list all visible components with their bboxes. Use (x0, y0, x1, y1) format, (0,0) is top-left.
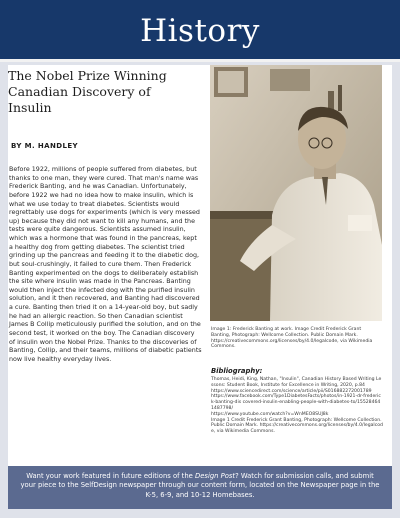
section-header (0, 0, 400, 62)
photo-shelf-frame-inner (218, 71, 244, 93)
photo-caption: Image 1: Frederick Banting at work. Image Credit Frederick Grant Banting, Photograph: Wellcome Collection. Public Domain Mark. https://creativecommons.org/licenses/by/4.0/legalcode, via Wikimedia Commons. (211, 327, 373, 350)
article-byline: BY M. HANDLEY (11, 142, 78, 150)
photo-paper (348, 215, 372, 231)
footer-text-after: ? Watch for submission calls, and submit your piece to the SelfDesign newspaper through our content form, located on the Newspaper page in the K-5, 6-9, and 10-12 Homebases. (20, 472, 380, 499)
submission-footer (8, 466, 392, 509)
banting-photo (210, 65, 382, 321)
bibliography-entry[interactable]: https://www.youtube.com/watch?v=WnMEO8SUJ8k (211, 411, 329, 417)
bibliography-heading: Bibliography: (211, 367, 263, 375)
bibliography-entry[interactable]: https://www.facebook.com/Type1DiabetesFacts/photos/in-1921-dr-frederick-banting-dis covered-insulin-enabling-people-with-diabetes-to/155284641487798/ (211, 394, 381, 411)
section-title: History (140, 13, 260, 49)
photo-window-frame (270, 69, 310, 91)
photo-beaker-2 (338, 85, 342, 111)
bibliography-list (211, 377, 383, 435)
photo-bench-top (210, 211, 282, 219)
footer-publication-name: Design Post (195, 472, 236, 480)
footer-text-before: Want your work featured in future editions of the (26, 472, 195, 480)
bibliography-entry: Image 1 Credit Frederick Grant Banting, Photograph: Wellcome Collection. Public Domain Mark. https://creativecommons.org/licenses/by/4.0/legalcode, via Wikimedia Commons. (211, 417, 383, 435)
article-body: Before 1922, millions of people suffered from diabetes, but thanks to one man, they were cured. That man's name was Frederick Banting, and he was Canadian. Unfortunately, before 1922 we had no idea how to make insulin, which is what we use today to treat diabetes. Scientists would regrettably use dogs for experiments (which is very messed up) because they did not want to kill any humans, and the tests were quite dangerous. Scientists assumed insulin, which was a hormone that was found in the pancreas, kept a healthy dog from getting diabetes. The scientist tried grinding up the pancreas and feeding it to the diabetic dog, but soul-crushingly, it failed to cure them. Then Frederick Banting experimented on the dogs to deliberately establish the site where insulin was made in the Pancreas. Banting would then inject the infected dog with the purified insulin solution, and it then recovered, and Banting had discovered a cure. Banting then tried it on a 14-year-old boy, but sadly he had an allergic reaction. So then Canadian scientist James B Collip meticulously purified the solution, and on the second test, it worked on the boy. The Canadian discovery of insulin won the Nobel Prize. Thanks to the discoveries of Banting, Collip, and their teams, millions of diabetic patients now live healthy everyday lives. (9, 166, 202, 363)
footer-text (20, 472, 380, 500)
bibliography-entry[interactable]: https://www.sciencedirect.com/science/article/pii/S016882272001789 (211, 388, 372, 394)
article-title: The Nobel Prize Winning Canadian Discovery of Insulin (8, 68, 167, 115)
bibliography-entry: Thomas, Heidi, King, Nathan, "Insulin", Canadian History Based Writing Lessons: Student Book, Institute for Excellence in Writing, 2020, p.84 (211, 377, 382, 388)
